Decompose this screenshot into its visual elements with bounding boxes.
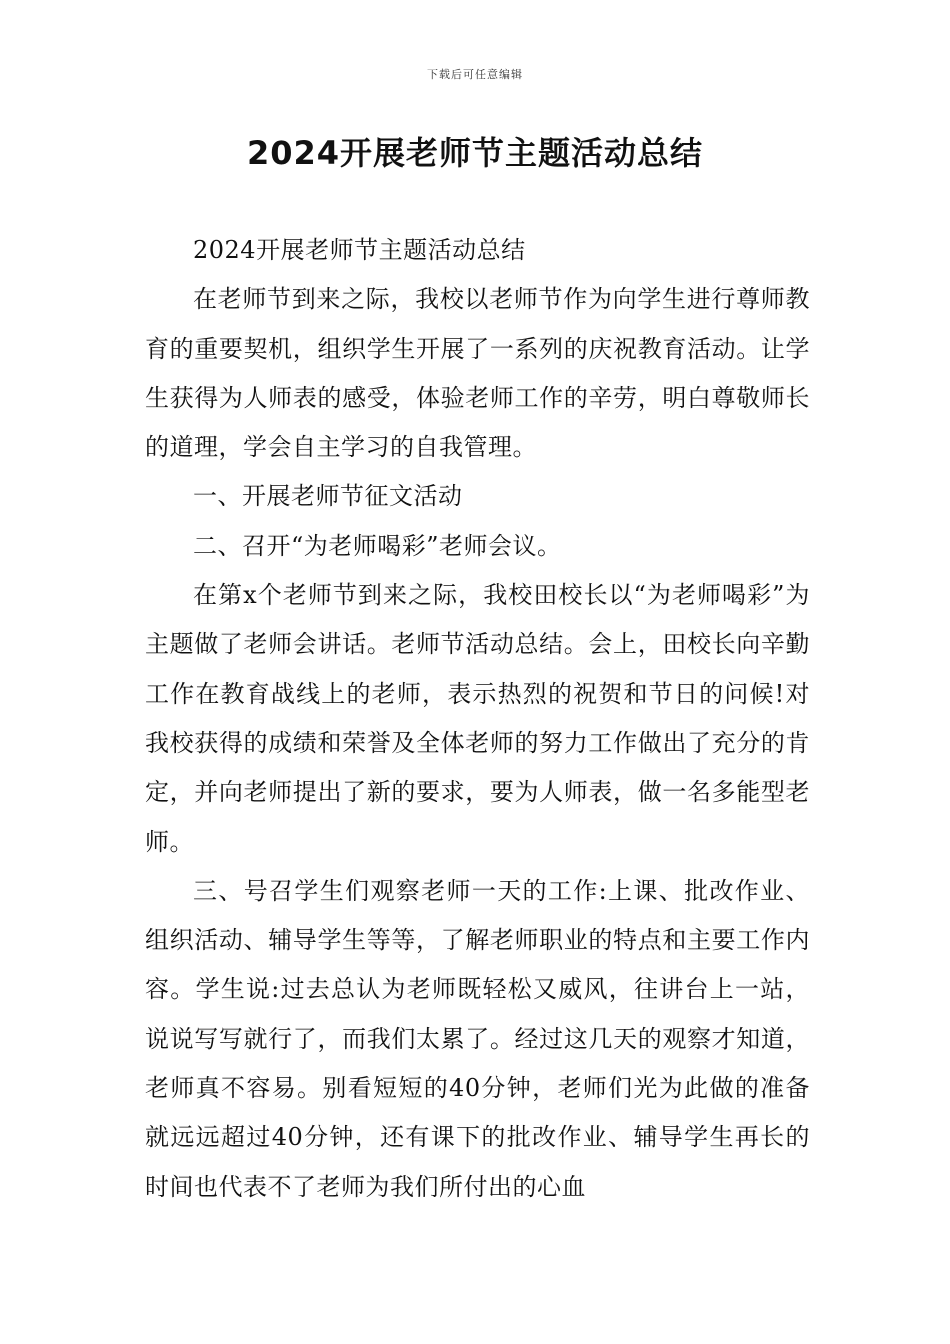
header-note: 下载后可任意编辑 (427, 68, 523, 81)
paragraph-meeting: 在第x个老师节到来之际，我校田校长以“为老师喝彩”为主题做了老师会讲话。老师节活动总结。会上，田校长向辛勤工作在教育战线上的老师，表示热烈的祝贺和节日的问候!对我校获得的成绩和荣誉及全体老师的努力工作做出了充分的肯定，并向老师提出了新的要求，要为人师表，做一名多能型老师。 (145, 581, 810, 856)
document-body (145, 226, 810, 1212)
paragraph-section-3: 三、号召学生们观察老师一天的工作:上课、批改作业、组织活动、辅导学生等等，了解老师职业的特点和主要工作内容。学生说:过去总认为老师既轻松又威风，往讲台上一站，说说写写就行了，而我们太累了。经过这几天的观察才知道，老师真不容易。别看短短的40分钟，老师们光为此做的准备就远远超过40分钟，还有课下的批改作业、辅导学生再长的时间也代表不了老师为我们所付出的心血 (145, 876, 810, 1201)
page-title: 2024开展老师节主题活动总结 (246, 134, 704, 172)
paragraph-section-1: 一、开展老师节征文活动 (193, 482, 463, 511)
paragraph-section-2: 二、召开“为老师喝彩”老师会议。 (193, 531, 562, 560)
paragraph-intro: 在老师节到来之际，我校以老师节作为向学生进行尊师教育的重要契机，组织学生开展了一系列的庆祝教育活动。让学生获得为人师表的感受，体验老师工作的辛劳，明白尊敬师长的道理，学会自主学习的自我管理。 (145, 285, 810, 462)
paragraph-subtitle: 2024开展老师节主题活动总结 (193, 236, 526, 264)
